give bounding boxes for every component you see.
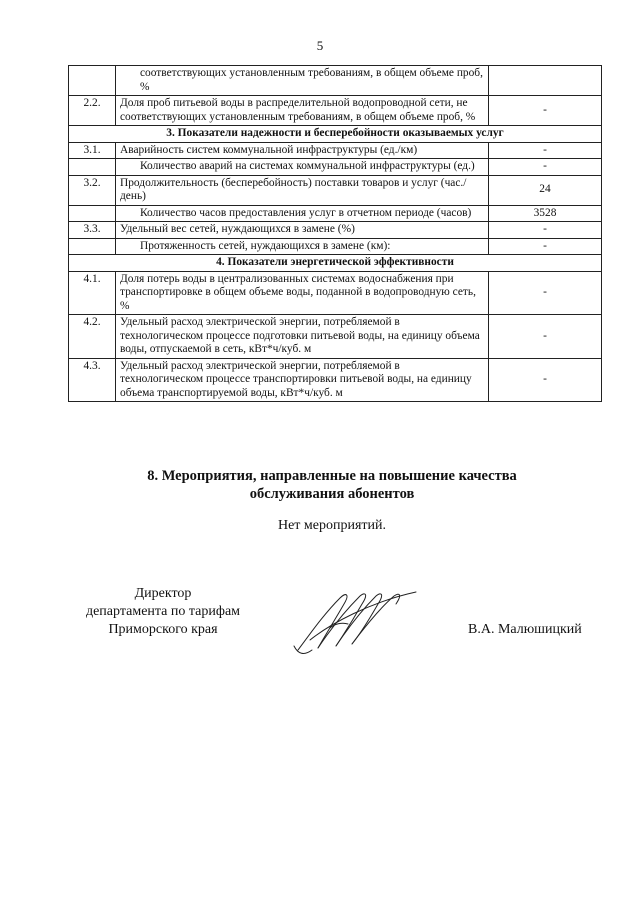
indicator-value — [489, 66, 602, 96]
section-8-title — [0, 467, 640, 503]
director-line-1: Директор — [134, 586, 192, 601]
table-row — [69, 142, 602, 159]
indicator-value: - — [489, 142, 602, 159]
section-header-row — [69, 255, 602, 272]
table-row — [69, 358, 602, 402]
indicator-value: - — [489, 159, 602, 176]
table-row — [69, 222, 602, 239]
table-row — [69, 66, 602, 96]
row-number: 3.1. — [69, 142, 116, 159]
row-number — [69, 205, 116, 222]
indicator-name: Количество часов предоставления услуг в отчетном периоде (часов) — [116, 205, 489, 222]
row-number: 3.2. — [69, 175, 116, 205]
indicator-value: 24 — [489, 175, 602, 205]
indicator-name: Доля потерь воды в централизованных системах водоснабжения при транспортировке в общем объеме воды, поданной в водопроводную сеть, % — [116, 271, 489, 315]
director-title — [58, 585, 268, 639]
indicator-value: - — [489, 358, 602, 402]
row-number: 2.2. — [69, 96, 116, 126]
row-number: 3.3. — [69, 222, 116, 239]
indicator-value: - — [489, 315, 602, 359]
row-number: 4.1. — [69, 271, 116, 315]
signatory-name: В.А. Малюшицкий — [468, 622, 582, 637]
table-row — [69, 315, 602, 359]
indicator-name: Продолжительность (бесперебойность) поставки товаров и услуг (час./день) — [116, 175, 489, 205]
indicator-name: Доля проб питьевой воды в распределительной водопроводной сети, не соответствующих установленным требованиям, в общем объеме проб, % — [116, 96, 489, 126]
indicator-value: - — [489, 96, 602, 126]
row-number — [69, 66, 116, 96]
indicator-name: Количество аварий на системах коммунальной инфраструктуры (ед.) — [116, 159, 489, 176]
row-number — [69, 238, 116, 255]
table-row — [69, 159, 602, 176]
handwritten-signature — [290, 584, 420, 664]
table-row — [69, 238, 602, 255]
section-8-title-line-1: 8. Мероприятия, направленные на повышение качества — [147, 468, 517, 484]
section-header-row — [69, 126, 602, 143]
row-number: 4.3. — [69, 358, 116, 402]
no-measures-text: Нет мероприятий. — [277, 518, 387, 533]
indicator-name: Удельный вес сетей, нуждающихся в замене (%) — [116, 222, 489, 239]
director-line-2: департамента по тарифам — [85, 604, 241, 619]
director-line-3: Приморского края — [108, 622, 218, 637]
indicators-table — [68, 65, 602, 402]
indicator-value: - — [489, 271, 602, 315]
indicator-name: Удельный расход электрической энергии, потребляемой в технологическом процессе транспортировки питьевой воды, на единицу объема транспортируемой воды, кВт*ч/куб. м — [116, 358, 489, 402]
indicator-value: - — [489, 222, 602, 239]
section-heading: 3. Показатели надежности и бесперебойности оказываемых услуг — [69, 126, 602, 143]
indicator-value: - — [489, 238, 602, 255]
page-number: 5 — [316, 38, 324, 53]
table-row — [69, 175, 602, 205]
row-number — [69, 159, 116, 176]
table-row — [69, 205, 602, 222]
indicator-name: Протяженность сетей, нуждающихся в замене (км): — [116, 238, 489, 255]
section-heading: 4. Показатели энергетической эффективности — [69, 255, 602, 272]
indicator-name: соответствующих установленным требованиям, в общем объеме проб, % — [116, 66, 489, 96]
row-number: 4.2. — [69, 315, 116, 359]
indicator-value: 3528 — [489, 205, 602, 222]
table-row — [69, 96, 602, 126]
indicator-name: Аварийность систем коммунальной инфраструктуры (ед./км) — [116, 142, 489, 159]
section-8-title-line-2: обслуживания абонентов — [249, 486, 415, 502]
indicators-table-body — [69, 66, 602, 402]
table-row — [69, 271, 602, 315]
indicator-name: Удельный расход электрической энергии, потребляемой в технологическом процессе подготовки питьевой воды, на единицу объема воды, отпускаемой в сеть, кВт*ч/куб. м — [116, 315, 489, 359]
